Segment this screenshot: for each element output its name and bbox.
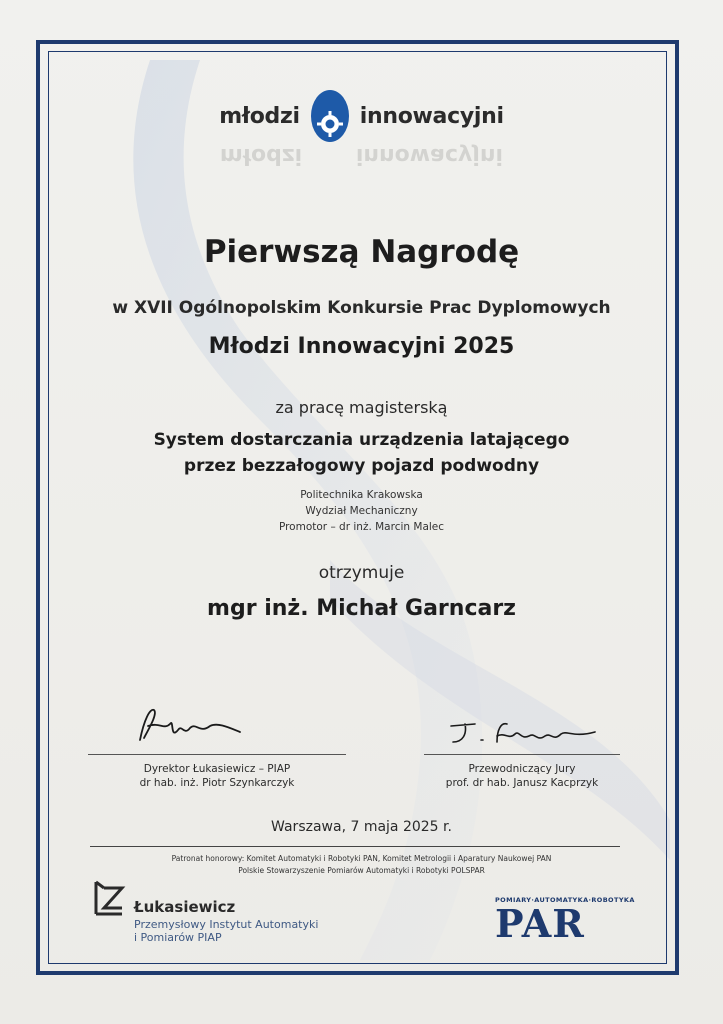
lukasiewicz-subtitle (134, 918, 318, 944)
place-date: Warszawa, 7 maja 2025 r. (271, 819, 452, 835)
recipient-name: mgr inż. Michał Garncarz (207, 596, 516, 621)
logo-right-word: innowacyjni (359, 103, 504, 129)
lukasiewicz-subtitle-line2: i Pomiarów PIAP (134, 931, 222, 944)
contest-name: Młodzi Innowacyjni 2025 (208, 334, 515, 359)
contest-line: w XVII Ogólnopolskim Konkursie Prac Dyplomowych (112, 298, 611, 318)
left-signature-mark (130, 700, 250, 750)
thesis-intro: za pracę magisterską (275, 398, 448, 417)
mlodzi-innowacyjni-logo (0, 88, 723, 144)
left-signatory (88, 762, 346, 790)
lukasiewicz-subtitle-line1: Przemysłowy Instytut Automatyki (134, 918, 319, 931)
left-signature-line (88, 754, 346, 755)
left-signatory-role: Dyrektor Łukasiewicz – PIAP (143, 763, 291, 775)
par-wordmark: PAR (495, 901, 585, 946)
thesis-title (0, 427, 723, 479)
logo-left-word: młodzi (219, 103, 300, 129)
thesis-title-line1: System dostarczania urządzenia latającego (153, 430, 570, 450)
patronage-line2: Polskie Stowarzyszenie Pomiarów Automatyki i Robotyki POLSPAR (238, 866, 485, 875)
footer-divider (90, 846, 620, 847)
right-signature-line (424, 754, 620, 755)
receives-label: otrzymuje (318, 563, 405, 583)
lukasiewicz-logo (92, 876, 332, 946)
right-signatory-name: prof. dr hab. Janusz Kacprzyk (445, 777, 599, 789)
university: Politechnika Krakowska (300, 489, 423, 501)
lukasiewicz-icon (92, 878, 128, 918)
gear-egg-icon (308, 88, 352, 144)
lukasiewicz-name: Łukasiewicz (134, 898, 236, 916)
par-logo (495, 896, 635, 952)
par-tagline: POMIARY·AUTOMATYKA·ROBOTYKA (495, 896, 635, 904)
thesis-title-line2: przez bezzałogowy pojazd podwodny (183, 456, 540, 476)
right-signature-mark (445, 712, 605, 752)
left-signatory-name: dr hab. inż. Piotr Szynkarczyk (139, 777, 295, 789)
right-signatory (410, 762, 634, 790)
logo-reflection: młodzi innowacyjni (219, 143, 504, 168)
patronage-line1: Patronat honorowy: Komitet Automatyki i Robotyki PAN, Komitet Metrologii i Aparatury Naukowej PAN (171, 854, 552, 863)
right-signatory-role: Przewodniczący Jury (468, 763, 576, 775)
department: Wydział Mechaniczny (305, 505, 418, 517)
supervisor: Promotor – dr inż. Marcin Malec (278, 521, 445, 533)
award-title: Pierwszą Nagrodę (203, 234, 520, 270)
